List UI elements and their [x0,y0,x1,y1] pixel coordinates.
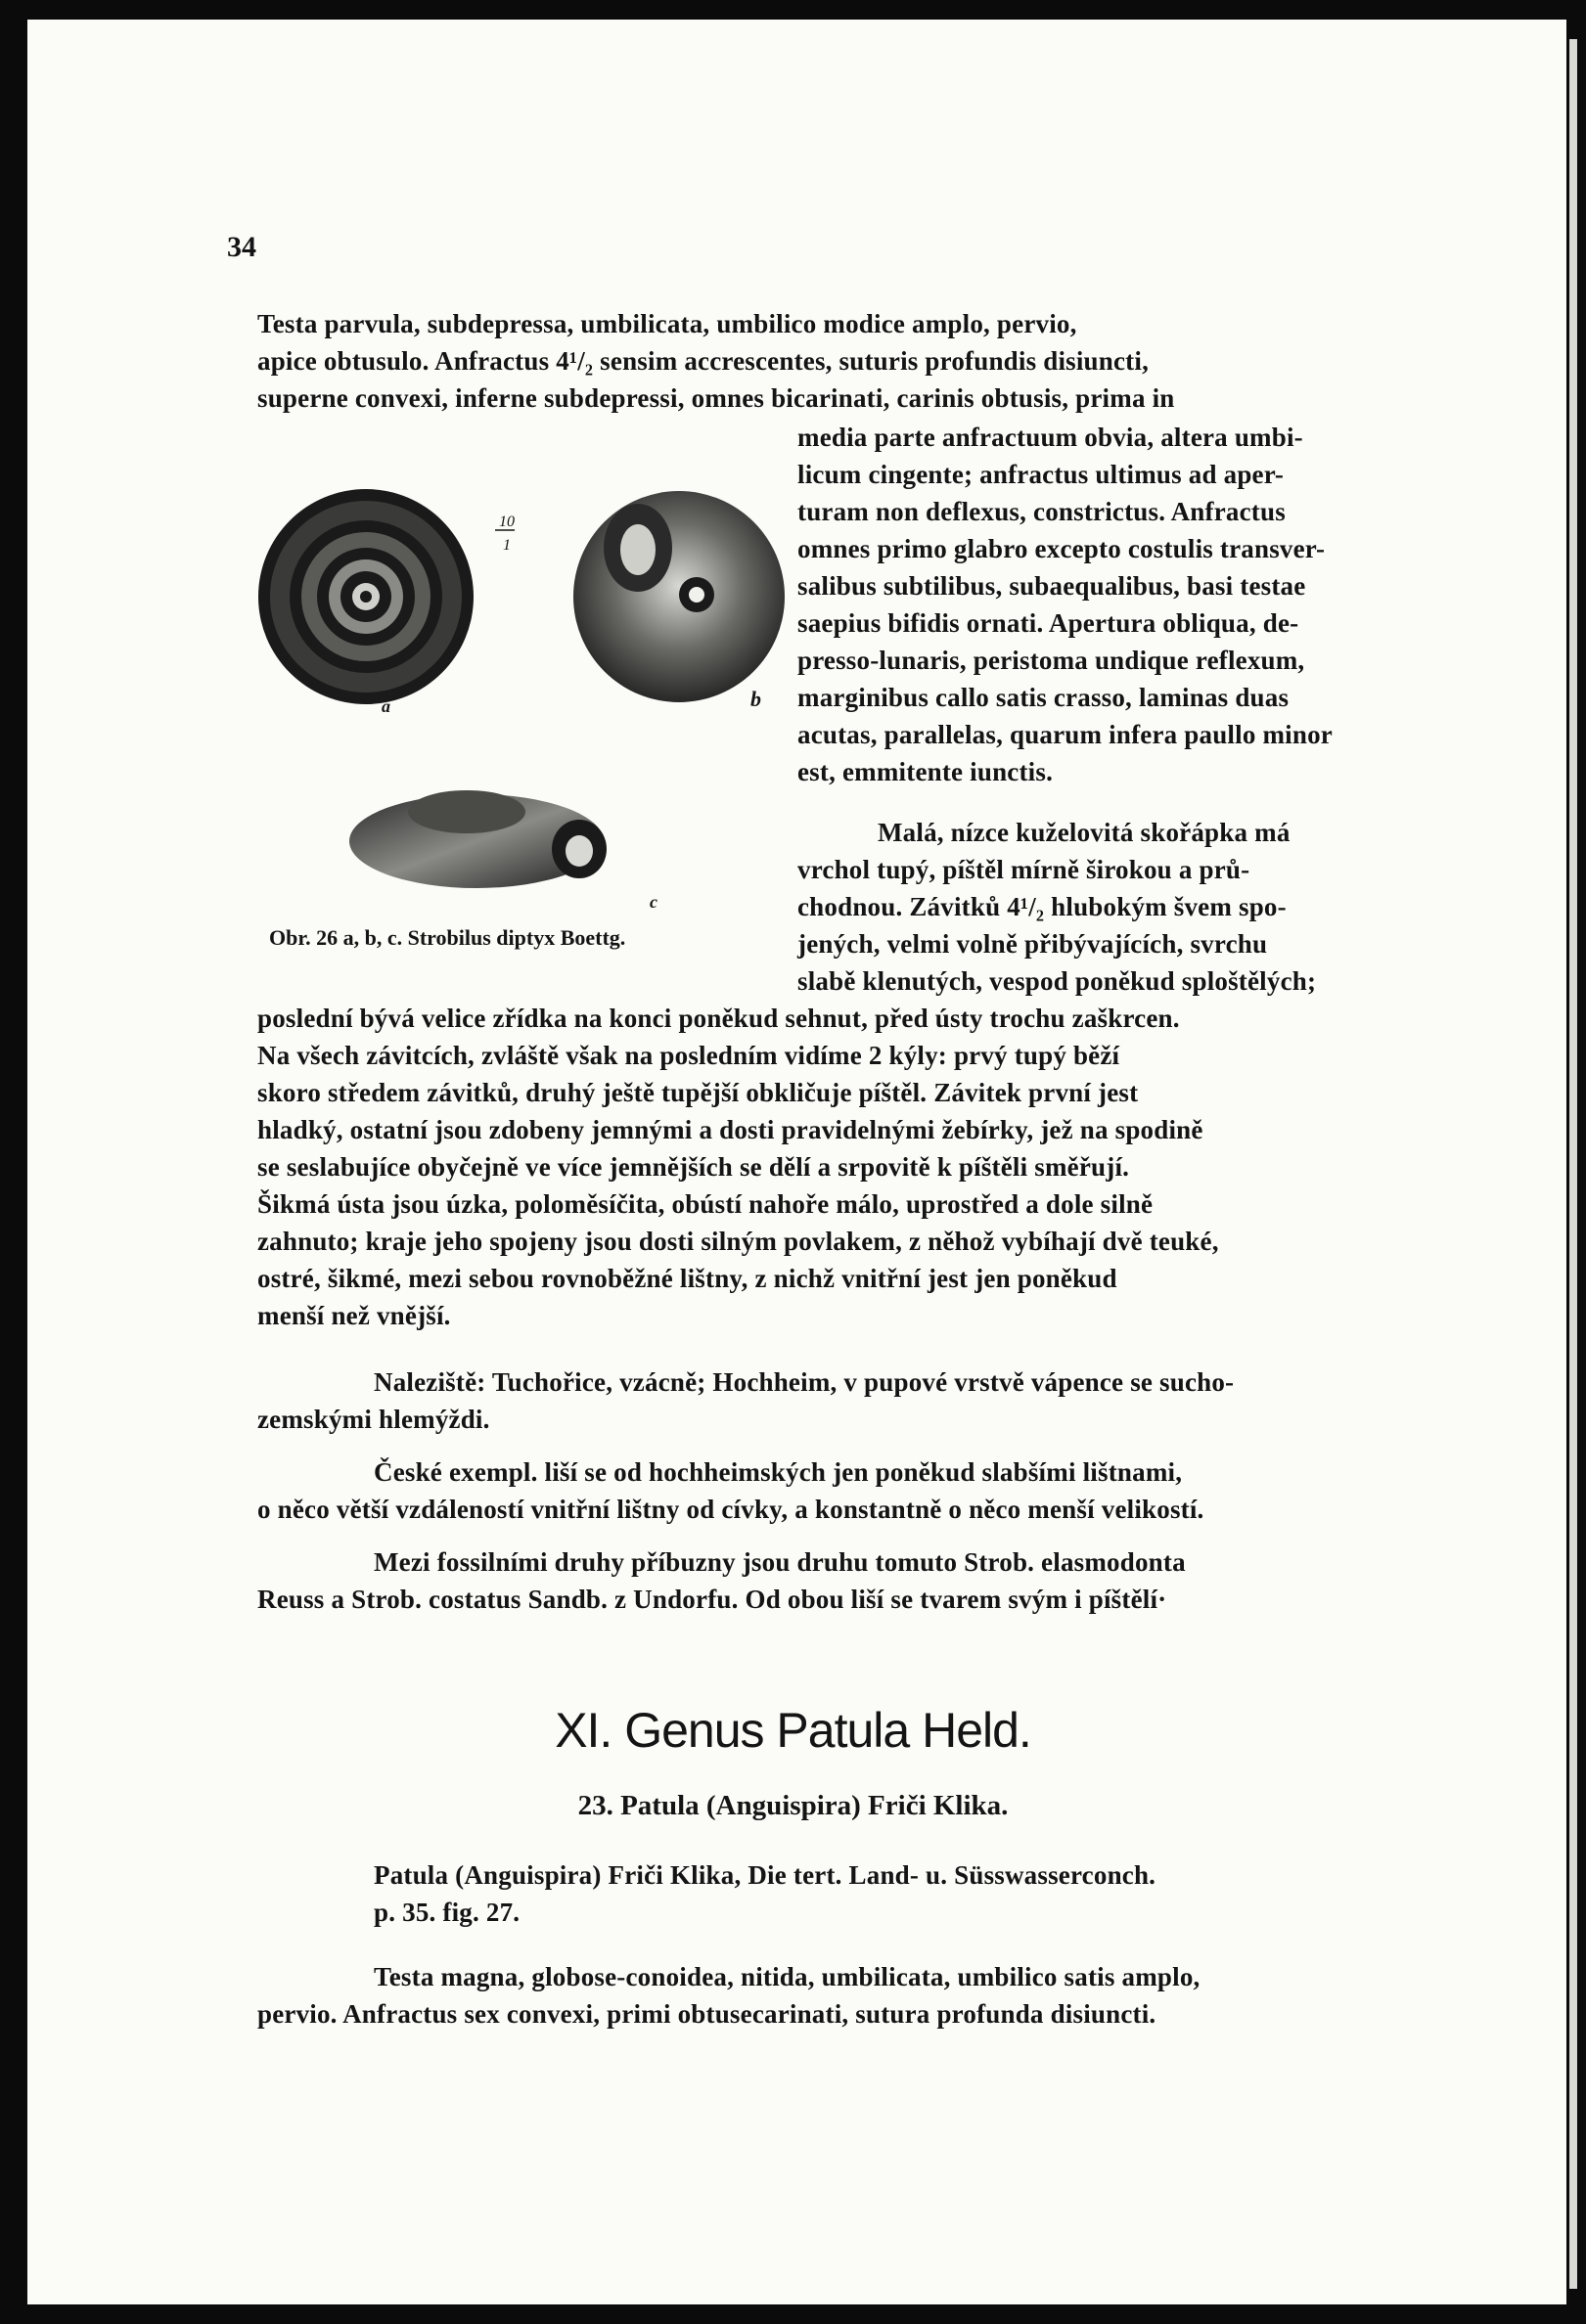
latin-right-7: presso-lunaris, peristoma undique reflexum, [797,646,1305,675]
czech-full-4: hladký, ostatní jsou zdobeny jemnými a dosti pravidelnými žebírky, jež na spodině [257,1115,1203,1144]
figure-label-a: a [382,696,390,716]
latin-right-10: est, emmitente iunctis. [797,757,1054,786]
czech-right-1: Malá, nízce kuželovitá skořápka má [878,818,1291,847]
latin-right-6: saepius bifidis ornati. Apertura obliqua, de- [797,608,1299,638]
latin-line-3: superne convexi, inferne subdepressi, omnes bicarinati, carinis obtusis, prima in [257,383,1175,413]
page-number: 34 [227,231,256,263]
shell-b-bottom-view [573,491,785,702]
latin-right-5: salibus subtilibus, subaequalibus, basi testae [797,571,1306,601]
latin-right-9: acutas, parallelas, quarum infera paullo minor [797,720,1333,749]
czech-full-3: skoro středem závitků, druhý ještě tupější obkličuje píštěl. Závitek první jest [257,1078,1139,1107]
species-heading: 23. Patula (Anguispira) Friči Klika. [577,1790,1009,1821]
czech-full-2: Na všech závitcích, zvláště však na posledním vidíme 2 kýly: prvý tupý běží [257,1041,1120,1070]
czech-right-2: vrchol tupý, píštěl mírně širokou a prů- [797,855,1250,884]
figure-label-b: b [750,687,761,711]
reference-line-2: p. 35. fig. 27. [374,1898,521,1927]
ceske-line-2: o něco větší vzdáleností vnitřní lištny od cívky, a konstantně o něco menší velikostí. [257,1495,1204,1524]
latin-right-2: licum cingente; anfractus ultimus ad aper- [797,460,1285,489]
czech-full-1: poslední bývá velice zřídka na konci poněkud sehnut, před ústy trochu zaškrcen. [257,1004,1180,1033]
latin-right-1: media parte anfractuum obvia, altera umbi- [797,423,1303,452]
page-edge [1569,39,1577,2289]
czech-full-9: menší než vnější. [257,1301,451,1330]
latin-line-1: Testa parvula, subdepressa, umbilicata, umbilico modice amplo, pervio, [257,309,1077,338]
latin-bottom-2: pervio. Anfractus sex convexi, primi obtusecarinati, sutura profunda disiuncti. [257,1999,1156,2029]
czech-right-3: chodnou. Závitků 4¹/₂ hlubokým švem spo- [797,892,1287,921]
reference-line-1: Patula (Anguispira) Friči Klika, Die tert. Land- u. Süsswasserconch. [374,1860,1156,1890]
genus-heading: XI. Genus Patula Held. [555,1703,1031,1758]
czech-full-5: se seslabujíce obyčejně ve více jemnějších se dělí a srpovitě k píštěli směřují. [257,1152,1130,1182]
czech-right-5: slabě klenutých, vespod poněkud sploštělých; [797,966,1317,996]
czech-full-7: zahnuto; kraje jeho spojeny jsou dosti silným povlakem, z něhož vybíhají dvě teuké, [257,1227,1219,1256]
ceske-line-1: České exempl. liší se od hochheimských jen poněkud slabšími lištnami, [374,1457,1183,1487]
czech-full-8: ostré, šikmé, mezi sebou rovnoběžné lištny, z nichž vnitřní jest jen poněkud [257,1264,1117,1293]
snail-figure [256,479,785,912]
shell-c-side-view [349,790,607,888]
shell-a-top-view [258,489,474,704]
czech-right-4: jených, velmi volně přibývajících, svrchu [797,929,1268,959]
figure-scale-sub: 1 [503,537,511,554]
mezi-line-2: Reuss a Strob. costatus Sandb. z Undorfu. Od obou liší se tvarem svým i píštělí· [257,1585,1167,1614]
czech-full-6: Šikmá ústa jsou úzka, poloměsíčita, obústí nahoře málo, uprostřed a dole silně [257,1189,1154,1219]
mezi-line-1: Mezi fossilními druhy příbuzny jsou druhu tomuto Strob. elasmodonta [374,1547,1186,1577]
latin-bottom-1: Testa magna, globose-conoidea, nitida, umbilicata, umbilico satis amplo, [374,1962,1201,1991]
figure-scale: 10 [499,514,515,530]
nalez-line-1: Naleziště: Tuchořice, vzácně; Hochheim, v pupové vrstvě vápence se sucho- [374,1367,1235,1397]
nalez-line-2: zemskými hlemýždi. [257,1405,490,1434]
latin-line-2: apice obtusulo. Anfractus 4¹/₂ sensim accrescentes, suturis profundis disiuncti, [257,346,1150,376]
figure-label-c: c [650,892,657,912]
figure-caption: Obr. 26 a, b, c. Strobilus diptyx Boettg. [269,925,626,950]
latin-right-4: omnes primo glabro excepto costulis transver- [797,534,1326,563]
latin-right-3: turam non deflexus, constrictus. Anfractus [797,497,1286,526]
latin-right-8: marginibus callo satis crasso, laminas duas [797,683,1290,712]
